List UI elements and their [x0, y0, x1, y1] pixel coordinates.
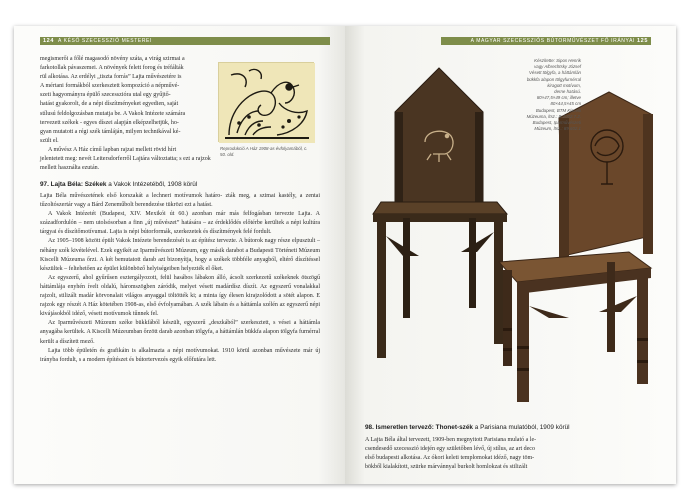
body-paragraph: Az egyszerű, ahol gyűrűsen esztergályozott, felül hasábos lábakon álló, ácsolt szerkezetű székeknek ötszögű háttámlája enyhén ívelt oldalú, háromszögben záródik, melyet vésett madárdísz díszít. Az egyszerű vonalakkal rajzolt, stilizált madár körvonalait világos anyaggal töltötték ki; a minta így élesen kirajzolódott a sötét alapon. E rajzok egy részét A Ház kötetében 1908-as, első évfolyamában. A szék lábain és a háttámla szélén az egyszerű népi kivájásokból idéző, vésett motívumok tűnnek fel. [40, 274, 320, 318]
photo-caption-line: vagy Albrechtsky József [534, 64, 581, 70]
right-page [345, 26, 676, 484]
photo-caption-line: Budapest, BTM Kiscelli [535, 107, 581, 113]
body-line: A Lajta Béla által tervezett, 1909-ben megnyitott Parisiana mulató a le- [365, 437, 537, 443]
running-head-right-text: A MAGYAR SZECESSZIÓS BÚTORMŰVÉSZET FŐ IRÁNYAI [470, 38, 635, 44]
body-paragraph: Az Iparművészeti Múzeum széke bükkfából készült, egyszerű „deszkából” szerkesztett, s vései a háttámla anyagába kerültek. A Kiscelli Múzeumban őrzött darab azonban tölgyfa, a háttámlán bükkfa alapon tölgyfa furnérral került a díszített mező. [40, 320, 320, 345]
body-line: első budapesti alkotása. Az ókori keleti templomokat idéző, nagy töm- [365, 455, 535, 462]
section-title-98 [365, 424, 665, 431]
running-head-left [40, 37, 330, 45]
section-title-97-rest: a Vakok Intézetéből, 1908 körül [106, 181, 198, 188]
section-title-98-bold: 98. Ismeretlen tervező: Thonet-szék [365, 424, 473, 431]
intro-line: A mértani formákból szerkesztett kompozíció a népművé- [40, 83, 180, 90]
intro-line: tervezett székek - egyes díszei alapján elképzelhetjük, ho- [40, 119, 179, 126]
section-title-97 [40, 181, 330, 188]
section-title-97-bold: 97. Lajta Béla: Székek [40, 181, 107, 188]
photo-caption-line: 80×47,5×49 cm; illetve [536, 95, 581, 101]
intro-line: stílusú feldolgozásban mutatja be. A Vakok Intézete számára [40, 110, 186, 117]
intro-line: hatást gyakorolt, de a népi díszítményeket egyedien, saját [40, 101, 179, 108]
photo-caption-line: bükkfa alapon tölgyfurnérral [526, 76, 581, 82]
photo-caption-line: Múzeuma, ltsz.: B 2002.7.2. [526, 113, 581, 119]
intro-line: szeti hagyományra épülő szecesszióra utal egy gyűjtő- [40, 92, 171, 99]
running-head-right [441, 37, 651, 45]
section-98-body [365, 436, 663, 472]
intro-line: megismerői a főlé magasodó növény száta, a virág szirmai a [40, 56, 185, 62]
reproduction-caption: Reprodukció A Ház 1908-as évfolyamából, c. 50. old. [220, 146, 308, 158]
running-head-left-text: A KÉSŐ SZECESSZIÓ MESTEREI [58, 38, 152, 44]
body-paragraph: Lajta Béla művészetének első korszakát a lechneri motívumok határo- zták meg, a szimai kastély, a zentai tűzoltószertár vagy a Bárd Zeneműbolt berendezése tükrözi ezt a hatást. [40, 193, 320, 209]
body-paragraph: Az 1905–1908 között épült Vakok Intézete berendezését is az építész tervezte. A bútorok nagy része elpusztult – néhány szék kivételével. Ezek egyikét az Iparművészeti Múzeum, egy másik darabot a Budapesti Történeti Múzeum Kiscelli Múzeuma őrzi. A két bemutatott darab azt bizonyítja, hogy a székek többféle anyagból, eltérő díszítéssel készültek – feltehetően az épület különböző helyiségeiben helyezték el őket. [40, 238, 320, 272]
photo-caption-line: Múzeum, ltsz.: 89.602.1 [534, 126, 581, 132]
peacock-illustration [219, 63, 315, 143]
photo-caption-line: 80×44,5×45 cm [550, 101, 581, 107]
body-paragraph: A Vakok Intézetét (Budapest, XIV. Mexikói út 60.) azonban már más felfogásban tervezte Lajta. A századfordulón – nem utolsósorban a finn „új művészet” hatására – az érdeklődés előtérbe kerültek a népi kultúra tárgyai és díszítőmotívumai. Lajta is népi bútorformák, szerkezetek és díszítmények felé fordult. [40, 211, 320, 236]
chair-left-graphic [373, 68, 507, 358]
intro-text [40, 55, 212, 155]
left-page [14, 26, 345, 484]
book-spread [14, 26, 676, 484]
photo-caption [495, 58, 581, 132]
photo-caption-line: Budapest, Iparművészeti [532, 120, 581, 126]
intro-line: A művész A Ház című lapban rajzai mellett rövid hírt [48, 146, 177, 153]
body-line: csendesedő szecesszió idején egy születőben lévő, új stílus, az art deco [365, 446, 535, 453]
intro-line: farkotollak pávaszemei. A növények felett forog és tréfálták [40, 65, 184, 72]
chair-right-graphic [499, 92, 653, 402]
intro-line: szült el. [40, 137, 59, 144]
page-number-left: 124 [43, 38, 54, 44]
section-title-98-rest: a Parisiana mulatóból, 1909 körül [472, 424, 570, 431]
intro-line: rül alkotása. Az erdélyi „tiszta forrás” Lajta művészetére is [40, 74, 182, 81]
intro-line: gyan mutatott a régi szék támláján, milyen technikával ké- [40, 128, 181, 135]
photo-caption-line: derne hatású. [554, 89, 581, 95]
page-number-right: 125 [637, 38, 648, 44]
photo-caption-line: kiragott motívum, [547, 82, 581, 88]
body-paragraph: Lajta több épületén és grafikáin is alkalmazta a népi motívumokat. 1910 körül azonban művészete már új irányba fordult, s a modern építészet és bútortervezés egyik előfutára lett. [40, 347, 320, 363]
intro-line: jelentetett meg: nevét Leitersdorferről Lajtára változtatta; s ezt a rajzok [40, 156, 211, 162]
body-line: bökből kialakított, szürke márvánnyal burkolt homlokzat és stilizált [365, 464, 528, 471]
intro-line: mellett használta ezután. [40, 165, 100, 172]
photo-caption-line: Vésett tölgyfa, a háttámlán [529, 70, 581, 76]
section-97-body [40, 192, 320, 365]
photo-caption-line: Készítette: Sipos Henrik [534, 58, 581, 63]
reproduction-image [218, 62, 314, 142]
